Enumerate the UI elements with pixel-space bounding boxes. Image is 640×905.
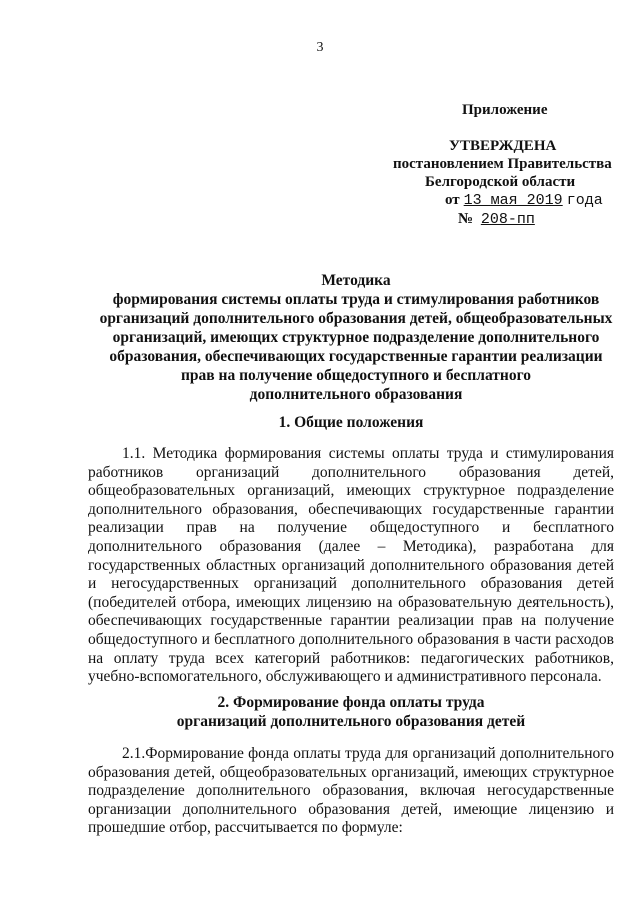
paragraph-text: 2.1.Формирование фонда оплаты труда для организаций дополнительного образования детей, общеобразовательных организаций, имеющих структурное подразделение дополнительного образования, включая негосударственные организации дополнительного образования детей, имеющие лицензию и прошедшие отбор, рассчитывается по формуле:	[88, 745, 614, 837]
number-value: 208-пп	[480, 211, 535, 228]
resolution-number	[458, 210, 557, 229]
section-2-heading	[88, 693, 614, 731]
number-prefix: №	[458, 211, 474, 227]
resolution-label: постановлением Правительства	[393, 156, 612, 172]
date-prefix: от	[445, 192, 460, 208]
section-1-heading: 1. Общие положения	[278, 414, 424, 431]
title-line: образования, обеспечивающих государственные гарантии реализации	[109, 348, 603, 365]
title-line: организаций дополнительного образования детей, общеобразовательных	[99, 310, 613, 327]
approved-label: УТВЕРЖДЕНА	[449, 138, 557, 154]
paragraph-text: 1.1. Методика формирования системы оплаты труда и стимулирования работников организаций дополнительного образования детей, общеобразовательных организаций, имеющих структурное подразделение дополнительного образования, обеспечивающих государственные гарантии реализации прав на получение общедоступного и бесплатного дополнительного образования (далее – Методика), разработана для государственных областных организаций дополнительного образования детей и негосударственных организаций дополнительного образования детей (победителей отбора, имеющих лицензию на образовательную деятельность), обеспечивающих государственные гарантии реализации прав на получение общедоступного и бесплатного дополнительного образования в части расходов на оплату труда всех категорий работников: педагогических работников, учебно-вспомогательного, обслуживающего и административного персонала.	[88, 445, 614, 686]
date-suffix: года	[566, 192, 603, 209]
appendix-label: Приложение	[462, 102, 548, 118]
document-title	[96, 271, 616, 404]
region-label: Белгородской области	[425, 174, 576, 190]
title-line: Методика	[321, 272, 391, 289]
resolution-date	[445, 191, 603, 210]
title-line: формирования системы оплаты труда и стимулирования работников	[112, 291, 600, 308]
section-2-paragraph	[88, 745, 614, 838]
section-1-paragraph	[88, 445, 614, 687]
date-value: 13 мая 2019	[463, 192, 563, 209]
title-line: дополнительного образования	[249, 386, 463, 403]
page-number: 3	[316, 40, 324, 55]
heading-line: 2. Формирование фонда оплаты труда	[217, 694, 485, 711]
heading-line: организаций дополнительного образования детей	[176, 713, 526, 730]
title-line: организаций, имеющих структурное подразделение дополнительного	[112, 329, 600, 346]
title-line: прав на получение общедоступного и бесплатного	[180, 367, 531, 384]
